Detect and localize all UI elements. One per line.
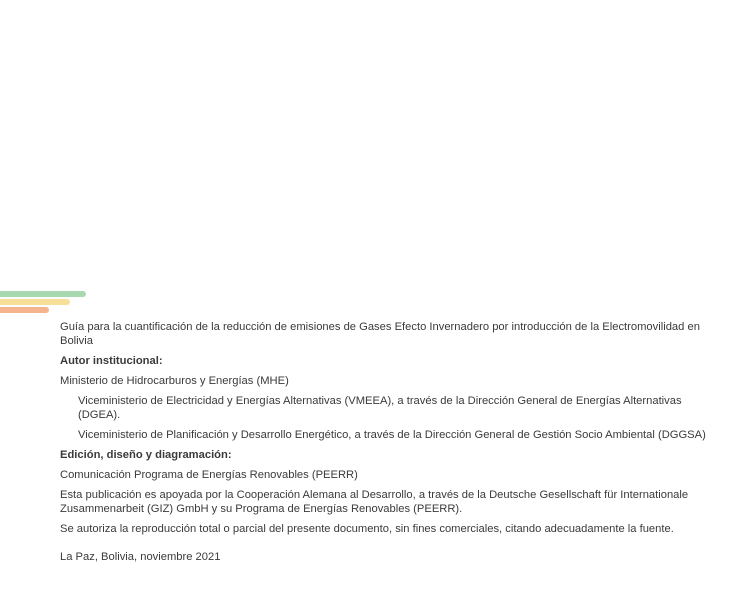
decorative-bar-green [0, 291, 86, 297]
vice-ministry-1: Viceministerio de Electricidad y Energías Alternativas (VMEEA), a través de la Dirección General de Energías Alternativas (DGEA). [78, 395, 682, 421]
place-date: La Paz, Bolivia, noviembre 2021 [60, 551, 221, 563]
edition-credit: Comunicación Programa de Energías Renovables (PEERR) [60, 469, 358, 481]
edition-heading: Edición, diseño y diagramación: [60, 449, 232, 461]
decorative-bar-orange [0, 307, 49, 313]
vice-ministry-2: Viceministerio de Planificación y Desarrollo Energético, a través de la Dirección General de Gestión Socio Ambiental (DGGSA) [78, 429, 706, 441]
document-title: Guía para la cuantificación de la reducción de emisiones de Gases Efecto Invernadero por introducción de la Electromovilidad en Bolivia [60, 321, 700, 347]
rights-statement: Se autoriza la reproducción total o parcial del presente documento, sin fines comerciales, citando adecuadamente la fuente. [60, 523, 674, 535]
author-name: Ministerio de Hidrocarburos y Energías (MHE) [60, 375, 289, 387]
credits-block [60, 320, 720, 570]
author-heading: Autor institucional: [60, 355, 163, 367]
support-statement: Esta publicación es apoyada por la Cooperación Alemana al Desarrollo, a través de la Deutsche Gesellschaft für Internationale Zusammenarbeit (GIZ) GmbH y su Programa de Energías Renovables (PEERR). [60, 489, 689, 515]
decorative-bar-yellow [0, 299, 70, 305]
